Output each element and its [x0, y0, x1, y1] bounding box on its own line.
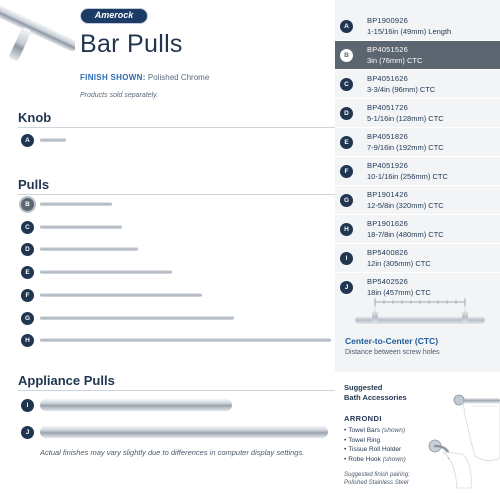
item-badge: G: [340, 194, 353, 207]
finish-pairing-line2: Polished Stainless Steel: [344, 480, 409, 486]
item-badge: B: [340, 49, 353, 62]
ctc-diagram: [335, 296, 500, 336]
section-divider: [18, 390, 335, 391]
hero-bar-pull-image: [0, 0, 75, 90]
finish-shown: [80, 73, 209, 82]
item-size: 18in (457mm) CTC: [367, 288, 431, 297]
section-divider: [18, 127, 335, 128]
pull-image-g[interactable]: [40, 316, 234, 320]
badge-a[interactable]: A: [21, 134, 34, 147]
item-sku: BP4051526: [367, 45, 409, 54]
item-size: 7-9/16in (192mm) CTC: [367, 143, 444, 152]
product-item-d[interactable]: [335, 99, 500, 128]
item-sku: BP4051626: [367, 74, 409, 83]
badge-e[interactable]: E: [21, 266, 34, 279]
item-sku: BP5402526: [367, 277, 409, 286]
item-sku: BP1901426: [367, 190, 409, 199]
pull-image-b[interactable]: [40, 202, 112, 206]
badge-b[interactable]: B: [21, 198, 34, 211]
badge-g[interactable]: G: [21, 312, 34, 325]
section-title-knob: Knob: [18, 110, 52, 125]
appliance-pull-image-i[interactable]: [40, 399, 232, 411]
item-size: 18-7/8in (480mm) CTC: [367, 230, 444, 239]
accessories-title-line1: Suggested: [344, 383, 383, 392]
item-badge: A: [340, 20, 353, 33]
badge-h[interactable]: H: [21, 334, 34, 347]
accessories-title: [344, 383, 407, 403]
product-item-f[interactable]: [335, 157, 500, 186]
finish-pairing-note: [344, 471, 410, 487]
section-title-pulls: Pulls: [18, 177, 50, 192]
item-badge: F: [340, 165, 353, 178]
section-divider: [18, 194, 335, 195]
accessory-item: • Tissue Roll Holder: [344, 445, 406, 455]
accessories-title-line2: Bath Accessories: [344, 393, 407, 402]
badge-i[interactable]: I: [21, 399, 34, 412]
item-size: 12in (305mm) CTC: [367, 259, 431, 268]
appliance-pull-image-j[interactable]: [40, 426, 328, 438]
item-badge: D: [340, 107, 353, 120]
page-title: Bar Pulls: [80, 30, 183, 58]
item-size: 3in (76mm) CTC: [367, 56, 423, 65]
item-sku: BP4051826: [367, 132, 409, 141]
item-sku: BP1901626: [367, 219, 409, 228]
product-item-h[interactable]: [335, 215, 500, 244]
badge-j[interactable]: J: [21, 426, 34, 439]
product-item-g[interactable]: [335, 186, 500, 215]
accessories-list: [344, 426, 406, 464]
item-size: 12-5/8in (320mm) CTC: [367, 201, 444, 210]
ctc-title: Center-to-Center (CTC): [345, 336, 439, 346]
ctc-description: Distance between screw holes: [345, 349, 440, 356]
product-item-a[interactable]: [335, 12, 500, 41]
badge-c[interactable]: C: [21, 221, 34, 234]
item-size: 3-3/4in (96mm) CTC: [367, 85, 436, 94]
item-sku: BP4051726: [367, 103, 409, 112]
accessories-collection: ARRONDI: [344, 414, 382, 423]
item-sku: BP5400826: [367, 248, 409, 257]
item-badge: I: [340, 252, 353, 265]
towel-bar-robe-hook-image: [427, 388, 500, 500]
item-sku: BP4051926: [367, 161, 409, 170]
sold-separately-note: Products sold separately.: [80, 92, 159, 99]
pull-image-d[interactable]: [40, 247, 138, 251]
pull-image-f[interactable]: [40, 293, 202, 297]
product-item-c[interactable]: [335, 70, 500, 99]
item-size: 1-15/16in (49mm) Length: [367, 27, 452, 36]
knob-image-a[interactable]: [40, 138, 66, 142]
accessory-item: • Towel Ring: [344, 436, 406, 446]
product-item-i[interactable]: [335, 244, 500, 273]
display-disclaimer: Actual finishes may vary slightly due to differences in computer display settings.: [40, 448, 305, 457]
item-size: 10-1/16in (256mm) CTC: [367, 172, 448, 181]
item-badge: C: [340, 78, 353, 91]
pull-image-c[interactable]: [40, 225, 122, 229]
finish-label: FINISH SHOWN:: [80, 73, 146, 82]
item-badge: J: [340, 281, 353, 294]
item-badge: E: [340, 136, 353, 149]
item-badge: H: [340, 223, 353, 236]
amerock-logo: Amerock: [80, 8, 148, 24]
accessory-item: • Towel Bars (shown): [344, 426, 406, 436]
item-size: 5-1/16in (128mm) CTC: [367, 114, 444, 123]
product-list-panel: [335, 0, 500, 500]
product-item-e[interactable]: [335, 128, 500, 157]
accessory-item: • Robe Hook (shown): [344, 455, 406, 465]
section-title-appliance: Appliance Pulls: [18, 373, 115, 388]
pull-image-e[interactable]: [40, 270, 172, 274]
product-item-b[interactable]: [335, 41, 500, 70]
pull-image-h[interactable]: [40, 338, 331, 342]
badge-d[interactable]: D: [21, 243, 34, 256]
finish-value: Polished Chrome: [147, 73, 210, 82]
finish-pairing-line1: Suggested finish pairing:: [344, 472, 410, 478]
badge-f[interactable]: F: [21, 289, 34, 302]
item-sku: BP1900926: [367, 16, 409, 25]
